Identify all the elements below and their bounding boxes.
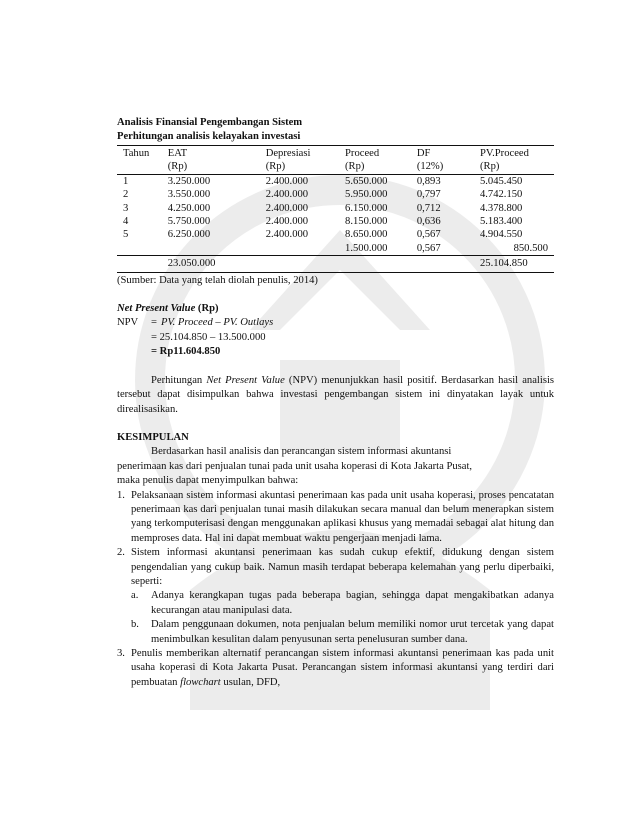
header-tahun-unit — [117, 160, 166, 175]
cell-year — [117, 242, 166, 256]
cell-proceed: 6.150.000 — [345, 202, 388, 214]
total-pv: 25.104.850 — [478, 256, 554, 272]
conclusion-intro-line3: maka penulis dapat menyimpulkan bahwa: — [117, 475, 299, 487]
cell-year: 2 — [123, 189, 129, 201]
npv-title-italic: Net Present Value — [117, 303, 196, 315]
table-row — [117, 228, 554, 241]
cell-depresiasi: 2.400.000 — [265, 175, 309, 187]
npv-formula-row — [117, 316, 554, 330]
cell-pv: 4.904.550 — [479, 229, 523, 241]
cell-proceed: 5.650.000 — [345, 175, 388, 187]
npv-label: NPV — [117, 317, 139, 329]
cell-depresiasi: 2.400.000 — [265, 229, 309, 241]
table-row — [117, 215, 554, 228]
header-proceed: Proceed — [343, 145, 415, 160]
table-row — [117, 188, 554, 201]
npv-result: = Rp11.604.850 — [151, 346, 221, 358]
list-text — [131, 647, 554, 690]
sublist-item — [131, 589, 554, 618]
header-proceed-unit: (Rp) — [343, 160, 415, 175]
npv-formula: PV. Proceed – PV. Outlays — [161, 317, 274, 329]
list-number: 1. — [117, 489, 125, 501]
table-source-note: (Sumber: Data yang telah diolah penulis, 2014) — [117, 274, 318, 286]
list-body — [131, 546, 554, 647]
cell-year: 1 — [123, 175, 129, 187]
list-item — [117, 489, 554, 547]
header-eat-unit: (Rp) — [166, 160, 264, 175]
cell-df: 0,636 — [416, 216, 441, 228]
header-eat: EAT — [166, 145, 264, 160]
cell-pv: 4.378.800 — [479, 202, 523, 214]
total-eat: 23.050.000 — [166, 256, 264, 272]
cell-df: 0,893 — [416, 175, 441, 187]
cell-proceed: 8.150.000 — [345, 216, 388, 228]
table-row — [117, 242, 554, 256]
list-text-italic: flowchart — [180, 676, 221, 688]
table-row — [117, 202, 554, 215]
list-text-start: Penulis memberikan alternatif perancangan sistem informasi akuntansi penerimaan kas pada unit usaha koperasi di Kota Jakarta Pusat. Perancangan sistem informasi akuntansi yang terdiri dari pembuatan — [131, 648, 554, 688]
header-pv-proceed-unit: (Rp) — [478, 160, 554, 175]
cell-pv: 5.045.450 — [479, 175, 523, 187]
header-tahun: Tahun — [117, 145, 166, 160]
cell-proceed: 5.950.000 — [345, 189, 388, 201]
npv-paragraph-start: Perhitungan — [151, 374, 207, 386]
table-header-row — [117, 145, 554, 160]
list-text: Sistem informasi akuntansi penerimaan kas sudah cukup efektif, didukung dengan sistem pengendalian yang cukup baik. Namun masih terdapat beberapa kelemahan yang perlu diperbaiki, seperti: — [131, 547, 554, 587]
sublist-item — [131, 618, 554, 647]
cell-eat: 5.750.000 — [167, 216, 211, 228]
list-number: 3. — [117, 648, 125, 659]
cell-depresiasi: 2.400.000 — [265, 189, 309, 201]
sublist-text: Adanya kerangkapan tugas pada beberapa bagian, sehingga dapat mengakibatkan adanya kecurangan atau manipulasi data. — [151, 590, 554, 616]
cell-eat: 3.250.000 — [167, 175, 211, 187]
conclusion-list — [117, 489, 554, 691]
cell-proceed: 8.650.000 — [345, 229, 388, 241]
cell-pv: 4.742.150 — [479, 189, 523, 201]
cell-year: 4 — [123, 216, 129, 228]
cell-year: 5 — [123, 229, 129, 241]
conclusion-sublist — [131, 589, 554, 647]
conclusion-title: KESIMPULAN — [117, 431, 189, 443]
cell-df: 0,567 — [416, 229, 441, 241]
sublist-text: Dalam penggunaan dokumen, nota penjualan belum memiliki nomor urut tercetak yang dapat menimbulkan kesulitan dalam penyusunan serta penelusuran sumber dana. — [151, 619, 554, 645]
cell-pv: 5.183.400 — [479, 216, 523, 228]
cell-eat — [166, 242, 264, 256]
npv-paragraph — [117, 374, 554, 417]
npv-paragraph-italic: Net Present Value — [206, 374, 285, 386]
feasibility-table — [117, 145, 554, 273]
list-item — [117, 647, 554, 690]
cell-eat: 4.250.000 — [167, 202, 211, 214]
conclusion-intro-line1: Berdasarkan hasil analisis dan perancangan sistem informasi akuntansi — [151, 446, 452, 458]
cell-year: 3 — [123, 202, 129, 214]
list-item — [117, 546, 554, 647]
npv-title-unit: (Rp) — [195, 303, 219, 315]
header-depresiasi: Depresiasi — [264, 145, 343, 160]
cell-df: 0,712 — [416, 202, 441, 214]
table-row — [117, 174, 554, 188]
cell-depresiasi: 2.400.000 — [265, 216, 309, 228]
npv-paragraph-rest: (NPV) menunjukkan hasil positif. Berdasarkan hasil analisis tersebut dapat disimpulkan bahwa investasi pengembangan sistem ini dinyatakan layak untuk direalisasikan. — [117, 374, 555, 415]
table-header-subrow — [117, 160, 554, 175]
list-text-end: usulan, DFD, — [220, 676, 281, 688]
cell-eat: 6.250.000 — [167, 229, 211, 241]
cell-pv: 850.500 — [513, 242, 548, 254]
cell-proceed: 1.500.000 — [345, 242, 388, 254]
section-title: Analisis Finansial Pengembangan Sistem — [117, 117, 303, 128]
npv-equals: = — [151, 317, 157, 329]
conclusion-intro-line2: penerimaan kas dari penjualan tunai pada unit usaha koperasi di Kota Jakarta Pusat, — [117, 460, 473, 472]
cell-depresiasi: 2.400.000 — [265, 202, 309, 214]
header-pv-proceed: PV.Proceed — [478, 145, 554, 160]
cell-df: 0,797 — [416, 189, 441, 201]
cell-df: 0,567 — [416, 242, 441, 254]
sublist-letter: b. — [131, 619, 139, 631]
npv-title — [117, 302, 554, 316]
header-df: DF — [415, 145, 478, 160]
header-df-unit: (12%) — [415, 160, 478, 175]
npv-calculation: = 25.104.850 – 13.500.000 — [151, 331, 266, 343]
table-total-row — [117, 256, 554, 272]
paper-content — [117, 116, 554, 690]
conclusion-section — [117, 431, 554, 690]
table-title: Perhitungan analisis kelayakan investasi — [117, 131, 301, 143]
list-text: Pelaksanaan sistem informasi akuntasi penerimaan kas pada unit usaha koperasi, proses pencatatan penerimaan kas dari penjualan tunai masih dilakukan secara manual dan belum menerapkan sistem yang terkomputerisasi dengan menggunakan aplikasi khusus yang memadai sebagai alat hitung dan memproses data. Hal ini dapat membuat waktu pengerjaan menjadi lama. — [131, 489, 554, 544]
cell-eat: 3.550.000 — [167, 189, 211, 201]
list-number: 2. — [117, 547, 125, 559]
sublist-letter: a. — [131, 590, 139, 602]
cell-depresiasi — [264, 242, 343, 256]
header-depresiasi-unit: (Rp) — [264, 160, 343, 175]
